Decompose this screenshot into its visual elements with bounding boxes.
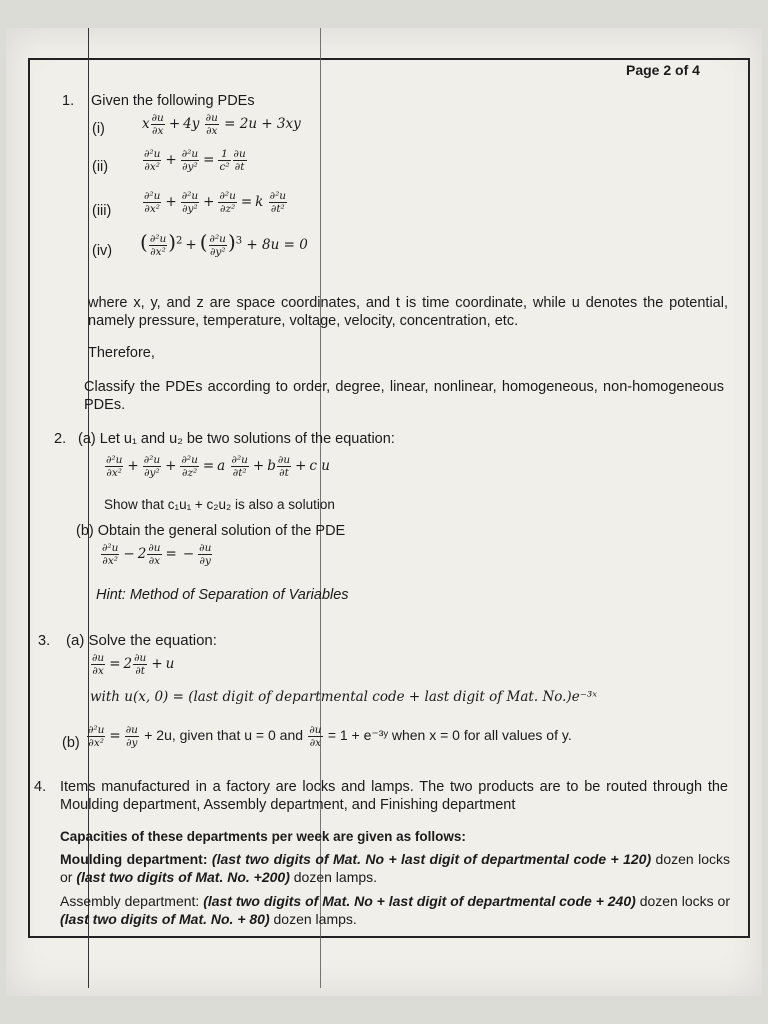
question-3b-mid: + 2u, given that u = 0 and xyxy=(144,727,304,743)
pde-ii: $\frac{\text{∂²u}}{\text{∂x²}}$ + $\frac{\text{∂²u}}{\text{∂y²}}$ = $\frac{1}{\text{c²}}$ $\frac{\partial u}{\partial t}$ xyxy=(144,148,246,173)
question-4-number: 4. xyxy=(34,779,47,795)
pde-3a: $\frac{\partial u}{\partial x}$ = 2 $\frac{\partial u}{\partial t}$ + u xyxy=(92,652,175,677)
question-1-therefore: Therefore, xyxy=(88,345,155,361)
moulding-end: dozen lamps. xyxy=(289,869,378,885)
assembly-mid: dozen locks or xyxy=(635,893,730,909)
pde-label-iii: (iii) xyxy=(92,203,112,219)
moulding-mid: dozen locks or xyxy=(60,851,730,885)
assembly-end: dozen lamps. xyxy=(269,911,357,927)
pde-2b: $\frac{\text{∂²u}}{\text{∂x²}}$ − 2 $\frac{\partial u}{\partial x}$ = − $\frac{\partial u}{\partial y}$ xyxy=(102,542,212,567)
page-number: Page 2 of 4 xyxy=(626,62,700,78)
assembly-formula: (last two digits of Mat. No + last digit of departmental code + 240) xyxy=(203,893,636,909)
question-2-hint: Hint: Method of Separation of Variables xyxy=(96,587,349,603)
pde-label-ii: (ii) xyxy=(92,159,109,175)
question-2b-text: (b) Obtain the general solution of the PDE xyxy=(76,523,346,539)
pde-label-i: (i) xyxy=(92,121,105,137)
pde-iv: ( $\frac{\text{∂²u}}{\text{∂x²}}$ )$^2$ + ( $\frac{\text{∂²u}}{\text{∂y²}}$ )$^3$ + 8u = 0 xyxy=(140,230,308,258)
moulding-label: Moulding department: xyxy=(60,851,212,867)
question-1-number: 1. xyxy=(62,93,75,109)
pde-label-iv: (iv) xyxy=(92,243,113,259)
question-2a-text: (a) Let u₁ and u₂ be two solutions of the equation: xyxy=(78,431,395,447)
question-1-where: where x, y, and z are space coordinates, and t is time coordinate, while u denotes the potential, namely pressure, temperature, voltage, velocity, concentration, etc. xyxy=(88,295,728,329)
question-3b-end: = 1 + e⁻³ʸ when x = 0 for all values of y. xyxy=(327,727,572,743)
question-4-intro: Items manufactured in a factory are locks and lamps. The two products are to be routed through the Moulding department, Assembly department, and Finishing department xyxy=(60,779,728,813)
question-1-intro: Given the following PDEs xyxy=(91,93,255,109)
pde-iii: $\frac{\text{∂²u}}{\text{∂x²}}$ + $\frac{\text{∂²u}}{\text{∂y²}}$ + $\frac{\text{∂²u}}{\text{∂z²}}$ = k $\frac{\text{∂²u}}{\text{∂t²}}$ xyxy=(144,190,287,215)
question-4-assembly xyxy=(60,892,730,928)
assembly-label: Assembly department: xyxy=(60,893,204,909)
question-2-number: 2. xyxy=(54,431,67,447)
moulding-formula-2: (last two digits of Mat. No. +200) xyxy=(76,869,290,885)
question-3a-text: (a) Solve the equation: xyxy=(66,632,217,649)
pde-2a: $\frac{\text{∂²u}}{\text{∂x²}}$ + $\frac{\text{∂²u}}{\text{∂y²}}$ + $\frac{\text{∂²u}}{\text{∂z²}}$ = a $\frac{\text{∂²u}}{\text{∂t²}}$ + b $\frac{\partial u}{\partial t}$ + c u xyxy=(106,454,330,479)
question-3-number: 3. xyxy=(38,633,51,649)
pde-3b: $\frac{\text{∂²u}}{\text{∂x²}}$ = $\frac{\partial u}{\partial y}$ + 2u, given that u = 0 and $\frac{\partial u}{\partial x}$ = 1 + e⁻³ʸ when x = 0 for all values of y. xyxy=(88,724,572,749)
pde-i-rhs: = 2u + 3xy xyxy=(224,116,301,132)
moulding-formula: (last two digits of Mat. No + last digit of departmental code + 120) xyxy=(211,851,652,867)
question-3a-condition: with u(x, 0) = (last digit of departmental code + last digit of Mat. No.)e⁻³ˣ xyxy=(90,689,598,705)
question-3b-label: (b) xyxy=(62,735,80,751)
pde-i: x $\frac{\partial u}{\partial x}$ + 4y $\frac{\partial u}{\partial x}$ = 2u + 3xy xyxy=(142,112,301,137)
question-4-capacities: Capacities of these departments per week are given as follows: xyxy=(60,829,466,844)
assembly-formula-2: (last two digits of Mat. No. + 80) xyxy=(60,911,270,927)
question-4-moulding xyxy=(60,850,730,886)
question-2a-show: Show that c₁u₁ + c₂u₂ is also a solution xyxy=(104,497,335,512)
question-1-classify: Classify the PDEs according to order, degree, linear, nonlinear, homogeneous, non-homogeneous PDEs. xyxy=(84,379,724,413)
pde-iv-rhs: + 8u = 0 xyxy=(246,237,308,253)
